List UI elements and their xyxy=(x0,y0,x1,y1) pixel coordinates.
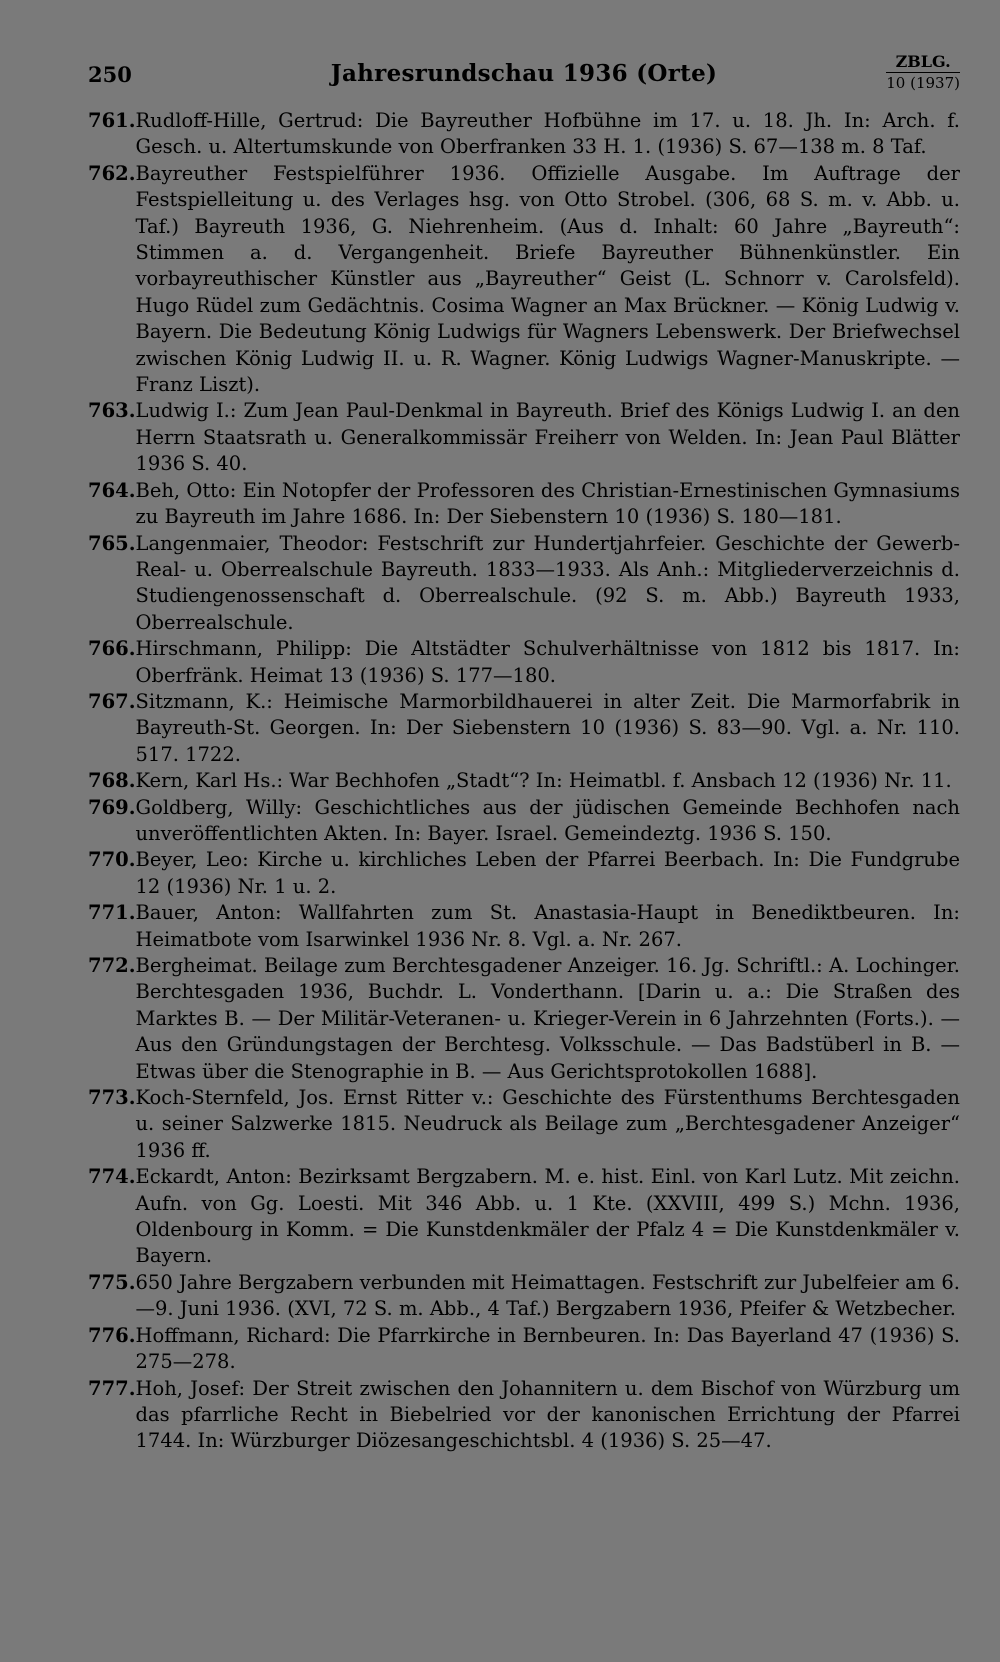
bibliography-entry xyxy=(88,953,960,1085)
bibliography-entry xyxy=(88,478,960,531)
bibliography-entry xyxy=(88,847,960,900)
entry-number: 769. xyxy=(88,795,136,819)
entry-text: Hirschmann, Philipp: Die Altstädter Schulverhältnisse von 1812 bis 1817. In: Oberfränk. Heimat 13 (1936) S. 177—180. xyxy=(135,637,960,687)
entry-text: Bauer, Anton: Wallfahrten zum St. Anastasia-Haupt in Benediktbeuren. In: Heimatbote vom Isarwinkel 1936 Nr. 8. Vgl. a. Nr. 267. xyxy=(135,901,960,951)
entry-text: Goldberg, Willy: Geschichtliches aus der jüdischen Gemeinde Bechhofen nach unveröffentlichten Akten. In: Bayer. Israel. Gemeindeztg. 1936 S. 150. xyxy=(135,795,960,845)
entry-number: 761. xyxy=(88,109,136,132)
bibliography-entry xyxy=(88,161,960,399)
entry-number: 767. xyxy=(88,689,136,713)
page-header xyxy=(88,52,960,96)
entry-number: 776. xyxy=(88,1323,136,1347)
bibliography-entry xyxy=(88,689,960,768)
entry-text: Bergheimat. Beilage zum Berchtesgadener Anzeiger. 16. Jg. Schriftl.: A. Lochinger. Berchtesgaden 1936, Buchdr. L. Vonderthann. [Darin u. a.: Die Straßen des Marktes B. — Der Militär-Veteranen- u. Krieger-Verein in 6 Jahrzehnten (Forts.). — Aus den Gründungstagen der Berchtesg. Volksschule. — Das Badstüberl in B. — Etwas über die Stenographie in B. — Aus Gerichtsprotokollen 1688]. xyxy=(135,954,960,1083)
running-title: Jahresrundschau 1936 (Orte) xyxy=(330,60,718,87)
bibliography-entry xyxy=(88,1164,960,1270)
entry-text: Rudloff-Hille, Gertrud: Die Bayreuther Hofbühne im 17. u. 18. Jh. In: Arch. f. Gesch. u. Altertumskunde von Oberfranken 33 H. 1. (1936) S. 67—138 m. 8 Taf. xyxy=(135,109,960,159)
entry-number: 771. xyxy=(88,901,136,925)
entry-text: Langenmaier, Theodor: Festschrift zur Hundertjahrfeier. Geschichte der Gewerb-Real- u. Oberrealschule Bayreuth. 1833—1933. Als Anh.: Mitgliederverzeichnis d. Studiengenossenschaft d. Oberrealschule. (92 S. m. Abb.) Bayreuth 1933, Oberrealschule. xyxy=(135,531,960,634)
entry-text: Beh, Otto: Ein Notopfer der Professoren des Christian-Ernestinischen Gymnasiums zu Bayreuth im Jahre 1686. In: Der Siebenstern 10 (1936) S. 180—181. xyxy=(135,478,960,529)
entry-number: 773. xyxy=(88,1086,136,1110)
entry-number: 766. xyxy=(88,637,136,661)
entry-text: 650 Jahre Bergzabern verbunden mit Heimattagen. Festschrift zur Jubelfeier am 6.—9. Juni 1936. (XVI, 72 S. m. Abb., 4 Taf.) Bergzabern 1936, Pfeifer & Wetzbecher. xyxy=(135,1270,960,1321)
entry-number: 775. xyxy=(88,1270,136,1294)
bibliography-entry xyxy=(88,1376,960,1455)
bibliography-entry xyxy=(88,768,960,794)
entry-number: 774. xyxy=(88,1165,136,1189)
journal-volume: 10 (1937) xyxy=(886,74,960,92)
entry-number: 772. xyxy=(88,954,136,977)
bibliography-entry xyxy=(88,900,960,953)
entry-text: Hoffmann, Richard: Die Pfarrkirche in Bernbeuren. In: Das Bayerland 47 (1936) S. 275—278. xyxy=(135,1323,960,1374)
entry-number: 768. xyxy=(88,769,136,793)
entry-text: Hoh, Josef: Der Streit zwischen den Johannitern u. dem Bischof von Würzburg um das pfarrliche Recht in Biebelried vor der kanonischen Errichtung der Pfarrei 1744. In: Würzburger Diözesangeschichtsbl. 4 (1936) S. 25—47. xyxy=(135,1376,960,1453)
bibliography-entry xyxy=(88,1323,960,1376)
bibliography-entry xyxy=(88,1085,960,1164)
entry-number: 765. xyxy=(88,531,136,555)
journal-abbreviation: ZBLG. xyxy=(886,52,960,73)
entry-number: 770. xyxy=(88,848,136,872)
bibliography-entry xyxy=(88,398,960,477)
entry-number: 762. xyxy=(88,161,136,185)
entry-number: 777. xyxy=(88,1376,136,1400)
entry-number: 763. xyxy=(88,399,136,423)
entry-number: 764. xyxy=(88,478,136,502)
entry-text: Eckardt, Anton: Bezirksamt Bergzabern. M. e. hist. Einl. von Karl Lutz. Mit zeichn. Aufn. von Gg. Loesti. Mit 346 Abb. u. 1 Kte. (XXVIII, 499 S.) Mchn. 1936, Oldenbourg in Komm. = Die Kunstdenkmäler der Pfalz 4 = Die Kunstdenkmäler v. Bayern. xyxy=(135,1165,960,1268)
entry-text: Beyer, Leo: Kirche u. kirchliches Leben der Pfarrei Beerbach. In: Die Fundgrube 12 (1936) Nr. 1 u. 2. xyxy=(135,848,960,898)
entry-text: Bayreuther Festspielführer 1936. Offizielle Ausgabe. Im Auftrage der Festspielleitung u. des Verlages hsg. von Otto Strobel. (306, 68 S. m. v. Abb. u. Taf.) Bayreuth 1936, G. Niehrenheim. (Aus d. Inhalt: 60 Jahre „Bayreuth“: Stimmen a. d. Vergangenheit. Briefe Bayreuther Bühnenkünstler. Ein vorbayreuthischer Künstler aus „Bayreuther“ Geist (L. Schnorr v. Carolsfeld). Hugo Rüdel zum Gedächtnis. Cosima Wagner an Max Brückner. — König Ludwig v. Bayern. Die Bedeutung König Ludwigs für Wagners Lebenswerk. Der Briefwechsel zwischen König Ludwig II. u. R. Wagner. König Ludwigs Wagner-Manuskripte. — Franz Liszt). xyxy=(135,161,960,397)
entry-text: Ludwig I.: Zum Jean Paul-Denkmal in Bayreuth. Brief des Königs Ludwig I. an den Herrn Staatsrath u. Generalkommissär Freiherr von Welden. In: Jean Paul Blätter 1936 S. 40. xyxy=(135,399,960,476)
bibliography-entry xyxy=(88,795,960,848)
journal-reference xyxy=(886,52,960,93)
bibliography-entry xyxy=(88,1270,960,1323)
bibliography-list xyxy=(88,108,960,1455)
bibliography-entry xyxy=(88,636,960,689)
entry-text: Koch-Sternfeld, Jos. Ernst Ritter v.: Geschichte des Fürstenthums Berchtesgaden u. seiner Salzwerke 1815. Neudruck als Beilage zum „Berchtesgadener Anzeiger“ 1936 ff. xyxy=(135,1086,960,1162)
entry-text: Kern, Karl Hs.: War Bechhofen „Stadt“? In: Heimatbl. f. Ansbach 12 (1936) Nr. 11. xyxy=(135,769,952,793)
bibliography-entry xyxy=(88,531,960,637)
entry-text: Sitzmann, K.: Heimische Marmorbildhauerei in alter Zeit. Die Marmorfabrik in Bayreuth-St. Georgen. In: Der Siebenstern 10 (1936) S. 83—90. Vgl. a. Nr. 110. 517. 1722. xyxy=(135,689,960,766)
page-number: 250 xyxy=(88,62,132,87)
bibliography-entry xyxy=(88,108,960,161)
